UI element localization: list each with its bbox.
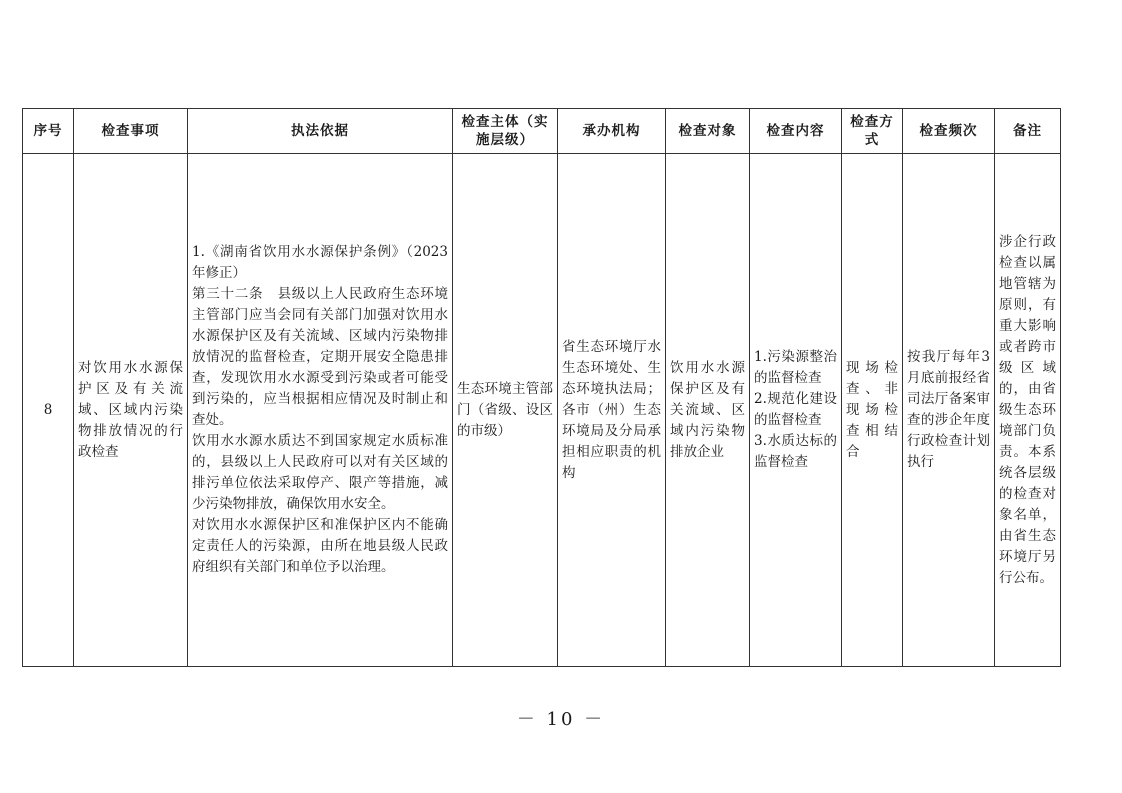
content-item-1: 1.污染源整治的监督检查 [754,349,837,386]
content-item-3: 3.水质达标的监督检查 [754,433,837,470]
cell-subject: 生态环境主管部门（省级、设区的市级） [453,154,558,667]
table-header-row [23,109,1061,154]
header-frequency: 检查频次 [903,109,995,154]
table-row [23,154,1061,667]
cell-target: 饮用水水源保护区及有关流域、区域内污染物排放企业 [666,154,750,667]
basis-article-32: 第三十二条 县级以上人民政府生态环境主管部门应当会同有关部门加强对饮用水水源保护区及有关流域、区域内污染物排放情况的监督检查，定期开展安全隐患排查，发现饮用水水源受到污染或者可能受到污染的，应当根据相应情况及时制止和查处。 [192,286,448,428]
header-subject: 检查主体（实施层级） [453,109,558,154]
header-item: 检查事项 [74,109,188,154]
cell-method: 现场检查、非现场检查相结合 [842,154,903,667]
basis-paragraph-2: 饮用水水源水质达不到国家规定水质标准的，县级以上人民政府可以对有关区域的排污单位依法采取停产、限产等措施，减少污染物排放，确保饮用水安全。 [192,433,448,512]
page-number: － 10 － [516,709,606,730]
cell-frequency: 按我厅每年3月底前报经省司法厅备案审查的涉企年度行政检查计划执行 [903,154,995,667]
cell-content [750,154,842,667]
cell-basis [188,154,453,667]
header-remark: 备注 [995,109,1061,154]
basis-law-title: 1.《湖南省饮用水水源保护条例》（2023年修正） [192,244,448,281]
header-agency: 承办机构 [558,109,666,154]
content-item-2: 2.规范化建设的监督检查 [754,391,837,428]
cell-remark: 涉企行政检查以属地管辖为原则，有重大影响或者跨市级区域的，由省级生态环境部门负责。本系统各层级的检查对象名单，由省生态环境厅另行公布。 [995,154,1061,667]
header-index: 序号 [23,109,74,154]
header-content: 检查内容 [750,109,842,154]
header-basis: 执法依据 [188,109,453,154]
inspection-table [22,108,1061,667]
basis-paragraph-3: 对饮用水水源保护区和准保护区内不能确定责任人的污染源，由所在地县级人民政府组织有关部门和单位予以治理。 [192,517,448,575]
header-method: 检查方式 [842,109,903,154]
cell-agency: 省生态环境厅水生态环境处、生态环境执法局；各市（州）生态环境局及分局承担相应职责的机构 [558,154,666,667]
cell-item: 对饮用水水源保护区及有关流域、区域内污染物排放情况的行政检查 [74,154,188,667]
header-target: 检查对象 [666,109,750,154]
cell-index: 8 [23,154,74,667]
